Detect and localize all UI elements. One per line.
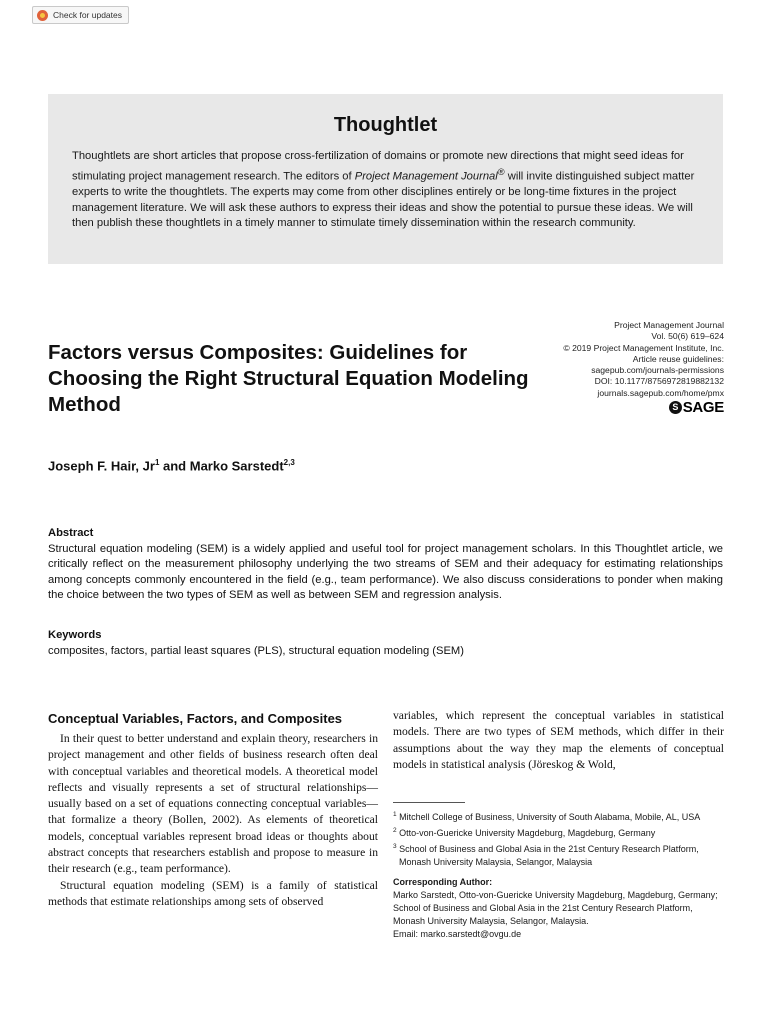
affiliation-number: 2 bbox=[393, 827, 397, 834]
corresponding-text: Marko Sarstedt, Otto-von-Guericke University Magdeburg, Magdeburg, Germany; School of Business and Global Asia in the 21st Century Research Platform, Monash University Malaysia, Selangor, Malaysia. bbox=[393, 890, 718, 926]
affiliation-number: 1 bbox=[393, 811, 397, 818]
footnote-divider bbox=[393, 802, 465, 803]
body-column-left bbox=[48, 710, 378, 910]
affiliation-item bbox=[393, 808, 724, 824]
registered-mark: ® bbox=[497, 166, 505, 177]
corresponding-email[interactable]: Email: marko.sarstedt@ovgu.de bbox=[393, 929, 522, 939]
sage-logo-text: SAGE bbox=[682, 398, 724, 416]
keywords-section bbox=[48, 628, 723, 659]
sage-logo bbox=[669, 398, 724, 416]
keywords-text: composites, factors, partial least squares (PLS), structural equation modeling (SEM) bbox=[48, 644, 464, 657]
affiliation-number: 3 bbox=[393, 843, 397, 850]
affiliation-text: Mitchell College of Business, University of South Alabama, Mobile, AL, USA bbox=[399, 812, 701, 822]
affiliation-item bbox=[393, 824, 724, 840]
reuse-link[interactable]: sagepub.com/journals-permissions bbox=[591, 365, 724, 376]
body-paragraph: variables, which represent the conceptual variables in statistical models. There are two types of SEM methods, which differ in their assumptions about the way they map the elements of conceptual models in statistical analysis (Jöreskog & Wold, bbox=[393, 709, 724, 771]
author-name: Marko Sarstedt bbox=[189, 458, 284, 474]
affiliation-item bbox=[393, 840, 724, 869]
author-affiliation-ref: 2,3 bbox=[283, 458, 295, 467]
crossmark-icon bbox=[37, 10, 48, 21]
sage-logo-mark: S bbox=[669, 401, 682, 414]
doi[interactable]: DOI: 10.1177/8756972819882132 bbox=[594, 376, 724, 387]
thoughtlet-description bbox=[72, 149, 699, 232]
thoughtlet-text-b: will invite distinguished subject matter experts to write the thoughtlets. The experts may come from other disciplines entirely or be long-time fixtures in the project management literature. We will ask these authors to express their ideas and show the potential to pursue these ideas. We will then publish these thoughtlets in a timely manner to stimulate timely dissemination within the research community. bbox=[72, 170, 695, 230]
affiliations-list bbox=[393, 808, 724, 869]
thoughtlet-box bbox=[48, 94, 723, 264]
article-title: Factors versus Composites: Guidelines for Choosing the Right Structural Equation Modeling Method bbox=[48, 341, 529, 416]
abstract-section bbox=[48, 526, 723, 604]
thoughtlet-title: Thoughtlet bbox=[333, 114, 438, 136]
abstract-heading: Abstract bbox=[48, 527, 94, 539]
section-heading: Conceptual Variables, Factors, and Composites bbox=[48, 711, 343, 726]
check-for-updates-button[interactable] bbox=[32, 6, 129, 24]
thoughtlet-text-a: Thoughtlets are short articles that propose cross-fertilization of domains or promote new directions that might seed ideas for stimulating project management research. The editors of bbox=[72, 150, 684, 183]
body-column-right bbox=[393, 708, 724, 773]
journal-name-italic: Project Management Journal bbox=[354, 170, 498, 183]
keywords-heading: Keywords bbox=[48, 629, 102, 641]
journal-volume: Vol. 50(6) 619–624 bbox=[651, 331, 724, 342]
journal-copyright: © 2019 Project Management Institute, Inc. bbox=[563, 342, 724, 353]
journal-name: Project Management Journal bbox=[614, 320, 724, 330]
abstract-text: Structural equation modeling (SEM) is a widely applied and useful tool for project management scholars. In this Thoughtlet article, we critically reflect on the measurement philosophy underlying the two streams of SEM and their adequacy for estimating relationships among concepts commonly encountered in the field (e.g., team performance). We also discuss considerations to ponder when making the choice between the two types of SEM as well as between SEM and regression analysis. bbox=[48, 542, 723, 602]
journal-home-link[interactable]: journals.sagepub.com/home/pmx bbox=[597, 387, 724, 398]
corresponding-heading: Corresponding Author: bbox=[393, 877, 493, 887]
author-list bbox=[48, 458, 295, 473]
author-name: Joseph F. Hair, Jr bbox=[48, 458, 155, 474]
affiliation-text: Otto-von-Guericke University Magdeburg, Magdeburg, Germany bbox=[399, 828, 656, 838]
reuse-label: Article reuse guidelines: bbox=[632, 353, 724, 364]
check-for-updates-label: Check for updates bbox=[53, 10, 122, 20]
corresponding-author bbox=[393, 876, 724, 941]
author-affiliation-ref: 1 bbox=[154, 458, 160, 467]
body-paragraph: Structural equation modeling (SEM) is a family of statistical methods that estimate relationships among sets of observed bbox=[48, 878, 378, 908]
author-separator: and bbox=[159, 458, 190, 474]
body-paragraph: In their quest to better understand and explain theory, researchers in project management and other fields of business research often deal with conceptual variables and theoretical models. A theoretical model reflects and visually represents a set of structural relationships—usually based on a set of equations connecting conceptual variables—that formalize a theory (Bollen, 2002). As elements of theoretical models, conceptual variables represent broad ideas or thoughts about abstract concepts that researchers establish and propose to measure in their research (e.g., team performance). bbox=[48, 732, 378, 876]
affiliation-text: School of Business and Global Asia in the 21st Century Research Platform, Monash University Malaysia, Selangor, Malaysia bbox=[399, 844, 699, 867]
